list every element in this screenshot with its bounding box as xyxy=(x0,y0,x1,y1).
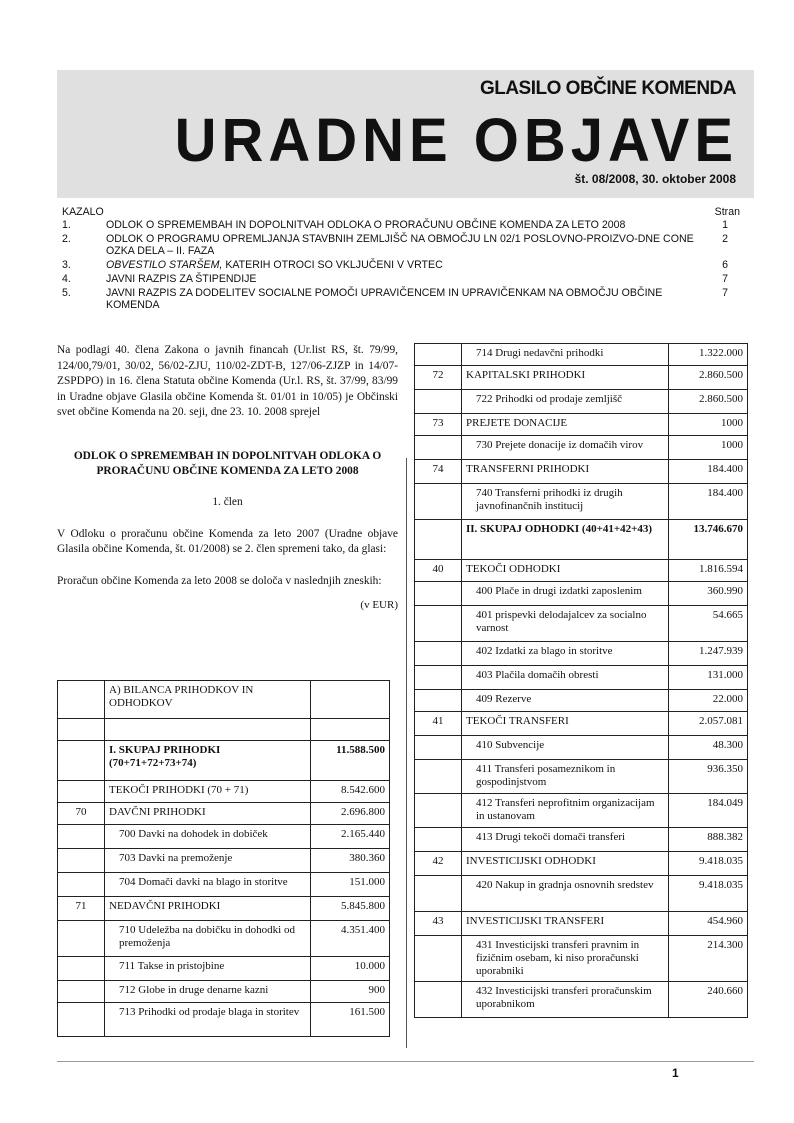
toc-item-number: 4. xyxy=(62,273,71,285)
account-label-cell: 703 Davki na premoženje xyxy=(105,849,311,873)
table-row xyxy=(415,712,748,736)
amount-cell: 13.746.670 xyxy=(669,520,748,560)
amount-cell: 131.000 xyxy=(669,666,748,690)
revenue-table-left xyxy=(57,680,390,1037)
table-row xyxy=(58,781,390,803)
table-row xyxy=(415,390,748,414)
article-heading: 1. člen xyxy=(212,495,243,508)
account-code-cell xyxy=(58,957,105,981)
account-code-cell: 71 xyxy=(58,897,105,921)
toc-item[interactable] xyxy=(62,233,740,257)
column-divider xyxy=(406,458,407,1048)
table-row xyxy=(415,876,748,912)
account-code-cell xyxy=(58,825,105,849)
amount-cell: 8.542.600 xyxy=(311,781,390,803)
amount-cell: 54.665 xyxy=(669,606,748,642)
budget-intro-paragraph: Proračun občine Komenda za leto 2008 se določa v naslednjih zneskih: xyxy=(57,574,382,587)
account-code-cell xyxy=(415,936,462,982)
table-row xyxy=(58,981,390,1003)
amount-cell: 9.418.035 xyxy=(669,852,748,876)
amount-cell: 9.418.035 xyxy=(669,876,748,912)
account-code-cell xyxy=(58,781,105,803)
toc-item-rest: KATERIH OTROCI SO VKLJUČENI V VRTEC xyxy=(222,259,443,271)
table-row xyxy=(58,681,390,719)
amount-cell: 2.860.500 xyxy=(669,390,748,414)
account-code-cell xyxy=(58,681,105,719)
account-label-cell xyxy=(105,719,311,741)
account-label-cell: 420 Nakup in gradnja osnovnih sredstev xyxy=(462,876,669,912)
account-label-cell: TEKOČI PRIHODKI (70 + 71) xyxy=(105,781,311,803)
account-code-cell xyxy=(415,666,462,690)
amount-cell: 184.400 xyxy=(669,460,748,484)
table-row xyxy=(58,803,390,825)
table-row xyxy=(415,736,748,760)
account-code-cell: 73 xyxy=(415,414,462,436)
account-code-cell xyxy=(58,921,105,957)
account-label-cell: TRANSFERNI PRIHODKI xyxy=(462,460,669,484)
toc-item-text xyxy=(106,259,710,271)
table-row xyxy=(58,719,390,741)
account-label-cell: NEDAVČNI PRIHODKI xyxy=(105,897,311,921)
table-row xyxy=(415,642,748,666)
table-row xyxy=(415,666,748,690)
publication-name: GLASILO OBČINE KOMENDA xyxy=(479,78,736,99)
toc-label: KAZALO xyxy=(62,206,104,218)
account-label-cell: 412 Transferi neprofitnim organizacijam in ustanovam xyxy=(462,794,669,828)
table-row xyxy=(58,1003,390,1037)
account-code-cell xyxy=(58,873,105,897)
account-code-cell: 40 xyxy=(415,560,462,582)
account-code-cell xyxy=(58,1003,105,1037)
account-label-cell: 413 Drugi tekoči domači transferi xyxy=(462,828,669,852)
amount-cell: 10.000 xyxy=(311,957,390,981)
amount-cell: 1.322.000 xyxy=(669,344,748,366)
toc-item-page: 7 xyxy=(722,273,728,285)
account-label-cell: 400 Plače in drugi izdatki zaposlenim xyxy=(462,582,669,606)
toc-item[interactable] xyxy=(62,287,740,311)
intro-paragraph: Na podlagi 40. člena Zakona o javnih financah (Ur.list RS, št. 79/99, 124/00,79/01, 30/02, 56/02-ZJU, 110/02-ZDT-B, 127/06-ZJZP in 14/07-ZSPDPO) in 16. člena Statuta občine Komenda (Ur.l. RS, št. 37/99, 83/99 in Uradne objave Glasila občine Komenda št. 01/01 in 10/05) je Občinski svet občine Komenda na 20. seji, dne 23. 10. 2008 sprejel xyxy=(57,344,398,419)
toc-item[interactable] xyxy=(62,219,740,231)
account-code-cell: 72 xyxy=(415,366,462,390)
amount-cell: 2.860.500 xyxy=(669,366,748,390)
table-row xyxy=(415,366,748,390)
toc-item-text: JAVNI RAZPIS ZA ŠTIPENDIJE xyxy=(106,273,257,285)
toc-item-page: 6 xyxy=(722,259,728,271)
account-code-cell xyxy=(415,390,462,414)
table-row xyxy=(58,873,390,897)
amount-cell xyxy=(311,719,390,741)
toc-item-italic: OBVESTILO STARŠEM, xyxy=(106,259,223,271)
account-label-cell: A) BILANCA PRIHODKOV IN ODHODKOV xyxy=(105,681,311,719)
account-label-cell: 410 Subvencije xyxy=(462,736,669,760)
amount-cell: 184.400 xyxy=(669,484,748,520)
amount-cell: 1000 xyxy=(669,414,748,436)
table-row xyxy=(415,852,748,876)
account-label-cell: 431 Investicijski transferi pravnim in fizičnim osebam, ki niso proračunski uporabniki xyxy=(462,936,669,982)
account-code-cell: 43 xyxy=(415,912,462,936)
table-row xyxy=(415,344,748,366)
account-label-cell: 710 Udeležba na dobičku in dohodki od premoženja xyxy=(105,921,311,957)
table-row xyxy=(415,582,748,606)
account-label-cell: 700 Davki na dohodek in dobiček xyxy=(105,825,311,849)
table-row xyxy=(415,912,748,936)
amount-cell: 48.300 xyxy=(669,736,748,760)
amount-cell: 2.057.081 xyxy=(669,712,748,736)
toc-page-label: Stran xyxy=(714,206,740,218)
account-code-cell xyxy=(415,344,462,366)
account-label-cell: 712 Globe in druge denarne kazni xyxy=(105,981,311,1003)
account-label-cell: 403 Plačila domačih obresti xyxy=(462,666,669,690)
amount-cell: 214.300 xyxy=(669,936,748,982)
amount-cell: 240.660 xyxy=(669,982,748,1018)
table-row xyxy=(415,828,748,852)
account-label-cell: 704 Domači davki na blago in storitve xyxy=(105,873,311,897)
table-row xyxy=(58,741,390,781)
amount-cell: 22.000 xyxy=(669,690,748,712)
account-label-cell: 432 Investicijski transferi proračunskim uporabnikom xyxy=(462,982,669,1018)
account-label-cell: 411 Transferi posameznikom in gospodinjstvom xyxy=(462,760,669,794)
account-code-cell: 42 xyxy=(415,852,462,876)
account-label-cell: 722 Prihodki od prodaje zemljišč xyxy=(462,390,669,414)
left-column xyxy=(57,343,398,614)
toc-item-number: 5. xyxy=(62,287,71,299)
account-code-cell xyxy=(415,876,462,912)
toc-item-page: 1 xyxy=(722,219,728,231)
amount-cell: 4.351.400 xyxy=(311,921,390,957)
amount-cell xyxy=(311,681,390,719)
account-code-cell xyxy=(415,520,462,560)
account-label-cell: KAPITALSKI PRIHODKI xyxy=(462,366,669,390)
amount-cell: 5.845.800 xyxy=(311,897,390,921)
account-code-cell xyxy=(415,794,462,828)
amount-cell: 151.000 xyxy=(311,873,390,897)
account-label-cell: TEKOČI ODHODKI xyxy=(462,560,669,582)
account-label-cell: 713 Prihodki od prodaje blaga in storitev xyxy=(105,1003,311,1037)
toc-item-number: 3. xyxy=(62,259,71,271)
toc-item-text: JAVNI RAZPIS ZA DODELITEV SOCIALNE POMOČI UPRAVIČENCEM IN UPRAVIČENKAM NA OBMOČJU OBČINE KOMENDA xyxy=(106,287,663,311)
page-number: 1 xyxy=(672,1066,679,1080)
toc-item-page: 2 xyxy=(722,233,728,245)
issue-line: št. 08/2008, 30. oktober 2008 xyxy=(574,172,736,186)
table-row xyxy=(58,825,390,849)
table-row xyxy=(415,982,748,1018)
account-label-cell: 402 Izdatki za blago in storitve xyxy=(462,642,669,666)
table-row xyxy=(415,436,748,460)
toc-item-text: ODLOK O PROGRAMU OPREMLJANJA STAVBNIH ZEMLJIŠČ NA OBMOČJU LN 02/1 POSLOVNO-PROIZVO-DNE CONE OZKA DELA – II. FAZA xyxy=(106,233,694,257)
amount-cell: 360.990 xyxy=(669,582,748,606)
amount-cell: 2.696.800 xyxy=(311,803,390,825)
table-row xyxy=(415,520,748,560)
account-code-cell xyxy=(415,736,462,760)
table-row xyxy=(415,460,748,484)
account-code-cell xyxy=(415,582,462,606)
account-code-cell xyxy=(415,760,462,794)
account-code-cell xyxy=(415,606,462,642)
account-label-cell: PREJETE DONACIJE xyxy=(462,414,669,436)
account-label-cell: 409 Rezerve xyxy=(462,690,669,712)
account-code-cell xyxy=(58,981,105,1003)
account-label-cell: 711 Takse in pristojbine xyxy=(105,957,311,981)
amount-cell: 161.500 xyxy=(311,1003,390,1037)
toc-item-number: 1. xyxy=(62,219,71,231)
toc-item[interactable] xyxy=(62,273,740,285)
amount-cell: 454.960 xyxy=(669,912,748,936)
amount-cell: 1.247.939 xyxy=(669,642,748,666)
masthead-title: URADNE OBJAVE xyxy=(174,106,738,175)
account-code-cell xyxy=(415,828,462,852)
account-code-cell xyxy=(415,690,462,712)
amount-cell: 1000 xyxy=(669,436,748,460)
account-label-cell: 740 Transferni prihodki iz drugih javnofinančnih institucij xyxy=(462,484,669,520)
article-paragraph: V Odloku o proračunu občine Komenda za leto 2007 (Uradne objave Glasila občine Komenda, št. 01/2008) se 2. člen spremeni tako, da glasi: xyxy=(57,527,398,556)
table-row xyxy=(415,794,748,828)
amount-cell: 1.816.594 xyxy=(669,560,748,582)
account-label-cell: TEKOČI TRANSFERI xyxy=(462,712,669,736)
account-code-cell: 74 xyxy=(415,460,462,484)
account-code-cell: 70 xyxy=(58,803,105,825)
amount-cell: 2.165.440 xyxy=(311,825,390,849)
account-code-cell xyxy=(58,741,105,781)
table-row xyxy=(415,414,748,436)
table-row xyxy=(415,484,748,520)
table-row xyxy=(58,849,390,873)
toc-item-page: 7 xyxy=(722,287,728,299)
table-row xyxy=(415,936,748,982)
currency-note: (v EUR) xyxy=(360,599,398,612)
table-row xyxy=(415,560,748,582)
account-label-cell: 730 Prejete donacije iz domačih virov xyxy=(462,436,669,460)
account-code-cell xyxy=(58,719,105,741)
footer-rule xyxy=(57,1061,754,1062)
amount-cell: 380.360 xyxy=(311,849,390,873)
table-row xyxy=(415,760,748,794)
amount-cell: 184.049 xyxy=(669,794,748,828)
decree-title: ODLOK O SPREMEMBAH IN DOPOLNITVAH ODLOKA O PRORAČUNU OBČINE KOMENDA ZA LETO 2008 xyxy=(73,449,382,477)
toc-item[interactable] xyxy=(62,259,740,271)
amount-cell: 900 xyxy=(311,981,390,1003)
account-label-cell: 714 Drugi nedavčni prihodki xyxy=(462,344,669,366)
account-code-cell xyxy=(58,849,105,873)
account-code-cell xyxy=(415,982,462,1018)
account-label-cell: II. SKUPAJ ODHODKI (40+41+42+43) xyxy=(462,520,669,560)
account-label-cell: DAVČNI PRIHODKI xyxy=(105,803,311,825)
account-label-cell: I. SKUPAJ PRIHODKI (70+71+72+73+74) xyxy=(105,741,311,781)
account-code-cell xyxy=(415,484,462,520)
amount-cell: 936.350 xyxy=(669,760,748,794)
toc-item-text: ODLOK O SPREMEMBAH IN DOPOLNITVAH ODLOKA O PRORAČUNU OBČINE KOMENDA ZA LETO 2008 xyxy=(106,219,626,231)
account-code-cell: 41 xyxy=(415,712,462,736)
table-row xyxy=(415,606,748,642)
masthead-banner xyxy=(57,70,754,198)
table-row xyxy=(58,957,390,981)
account-label-cell: 401 prispevki delodajalcev za socialno varnost xyxy=(462,606,669,642)
table-row xyxy=(58,897,390,921)
budget-table-right xyxy=(414,343,748,1018)
account-label-cell: INVESTICIJSKI ODHODKI xyxy=(462,852,669,876)
account-code-cell xyxy=(415,642,462,666)
table-row xyxy=(58,921,390,957)
toc-header xyxy=(62,206,740,219)
amount-cell: 888.382 xyxy=(669,828,748,852)
toc-item-number: 2. xyxy=(62,233,71,245)
table-row xyxy=(415,690,748,712)
account-code-cell xyxy=(415,436,462,460)
table-of-contents xyxy=(62,206,740,313)
account-label-cell: INVESTICIJSKI TRANSFERI xyxy=(462,912,669,936)
amount-cell: 11.588.500 xyxy=(311,741,390,781)
